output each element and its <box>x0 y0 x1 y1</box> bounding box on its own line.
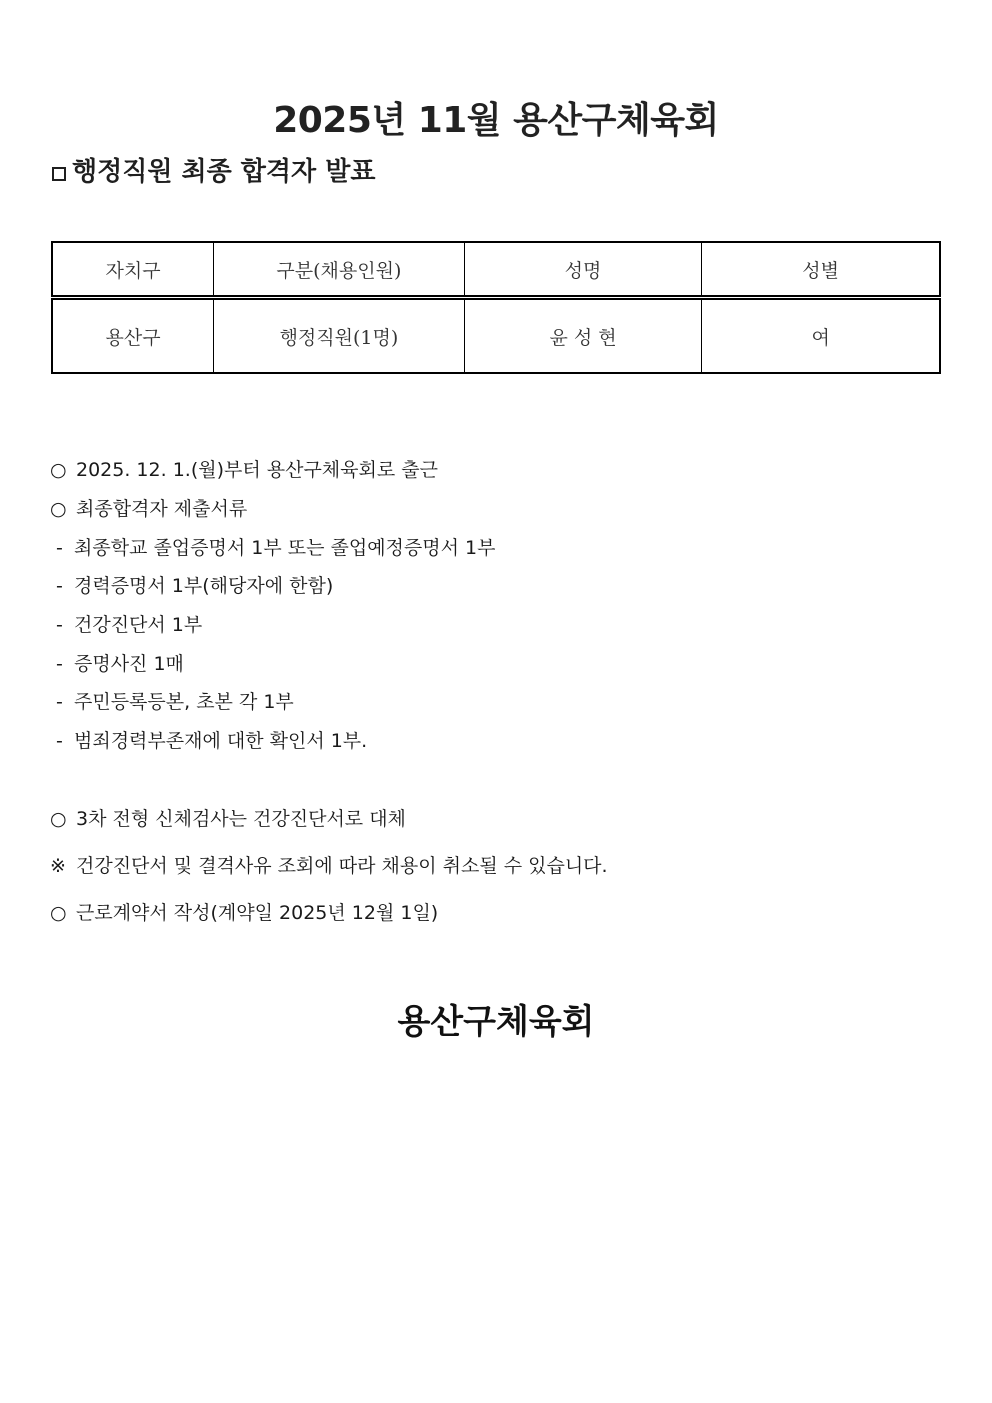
header-gender: 성별 <box>702 242 940 298</box>
square-bullet-icon <box>52 167 66 181</box>
note-subitem <box>50 687 294 717</box>
note-text: 최종학교 졸업증명서 1부 또는 졸업예정증명서 1부 <box>74 537 496 559</box>
dash-bullet-icon: - <box>56 614 63 636</box>
note-item <box>50 898 438 928</box>
header-category: 구분(채용인원) <box>214 242 465 298</box>
section-heading-text: 행정직원 최종 합격자 발표 <box>72 157 376 187</box>
dash-bullet-icon: - <box>56 537 63 559</box>
note-item <box>50 455 438 485</box>
cell-district: 용산구 <box>52 298 214 374</box>
circle-bullet-icon: ○ <box>50 902 67 924</box>
note-text: 범죄경력부존재에 대한 확인서 1부. <box>74 730 368 752</box>
table-header-row <box>52 242 940 298</box>
note-subitem <box>50 726 367 756</box>
dash-bullet-icon: - <box>56 653 63 675</box>
note-subitem <box>50 610 202 640</box>
footer-organization: 용산구체육회 <box>397 1002 595 1042</box>
header-name: 성명 <box>464 242 702 298</box>
dash-bullet-icon: - <box>56 730 63 752</box>
note-text: 건강진단서 1부 <box>74 614 203 636</box>
note-item <box>50 804 406 834</box>
note-text: 건강진단서 및 결격사유 조회에 따라 채용이 취소될 수 있습니다. <box>76 855 608 877</box>
note-text: 증명사진 1매 <box>74 653 184 675</box>
note-text: 최종합격자 제출서류 <box>76 498 248 520</box>
circle-bullet-icon: ○ <box>50 498 67 520</box>
note-text: 3차 전형 신체검사는 건강진단서로 대체 <box>76 808 406 830</box>
note-text: 2025. 12. 1.(월)부터 용산구체육회로 출근 <box>76 459 438 481</box>
cell-gender: 여 <box>702 298 940 374</box>
note-text: 근로계약서 작성(계약일 2025년 12월 1일) <box>76 902 439 924</box>
circle-bullet-icon: ○ <box>50 808 67 830</box>
table-row <box>52 298 940 374</box>
circle-bullet-icon: ○ <box>50 459 67 481</box>
section-heading <box>52 152 375 192</box>
note-warning <box>50 851 608 881</box>
dash-bullet-icon: - <box>56 575 63 597</box>
note-text: 경력증명서 1부(해당자에 한함) <box>74 575 334 597</box>
note-subitem <box>50 649 184 679</box>
header-district: 자치구 <box>52 242 214 298</box>
note-subitem <box>50 571 333 601</box>
document-title: 2025년 11월 용산구체육회 <box>273 100 719 141</box>
final-result-table <box>51 241 941 374</box>
cell-name: 윤 성 현 <box>464 298 702 374</box>
note-item <box>50 494 247 524</box>
note-text: 주민등록등본, 초본 각 1부 <box>74 691 294 713</box>
cell-category: 행정직원(1명) <box>214 298 465 374</box>
reference-mark-icon: ※ <box>50 855 66 877</box>
dash-bullet-icon: - <box>56 691 63 713</box>
note-subitem <box>50 533 495 563</box>
